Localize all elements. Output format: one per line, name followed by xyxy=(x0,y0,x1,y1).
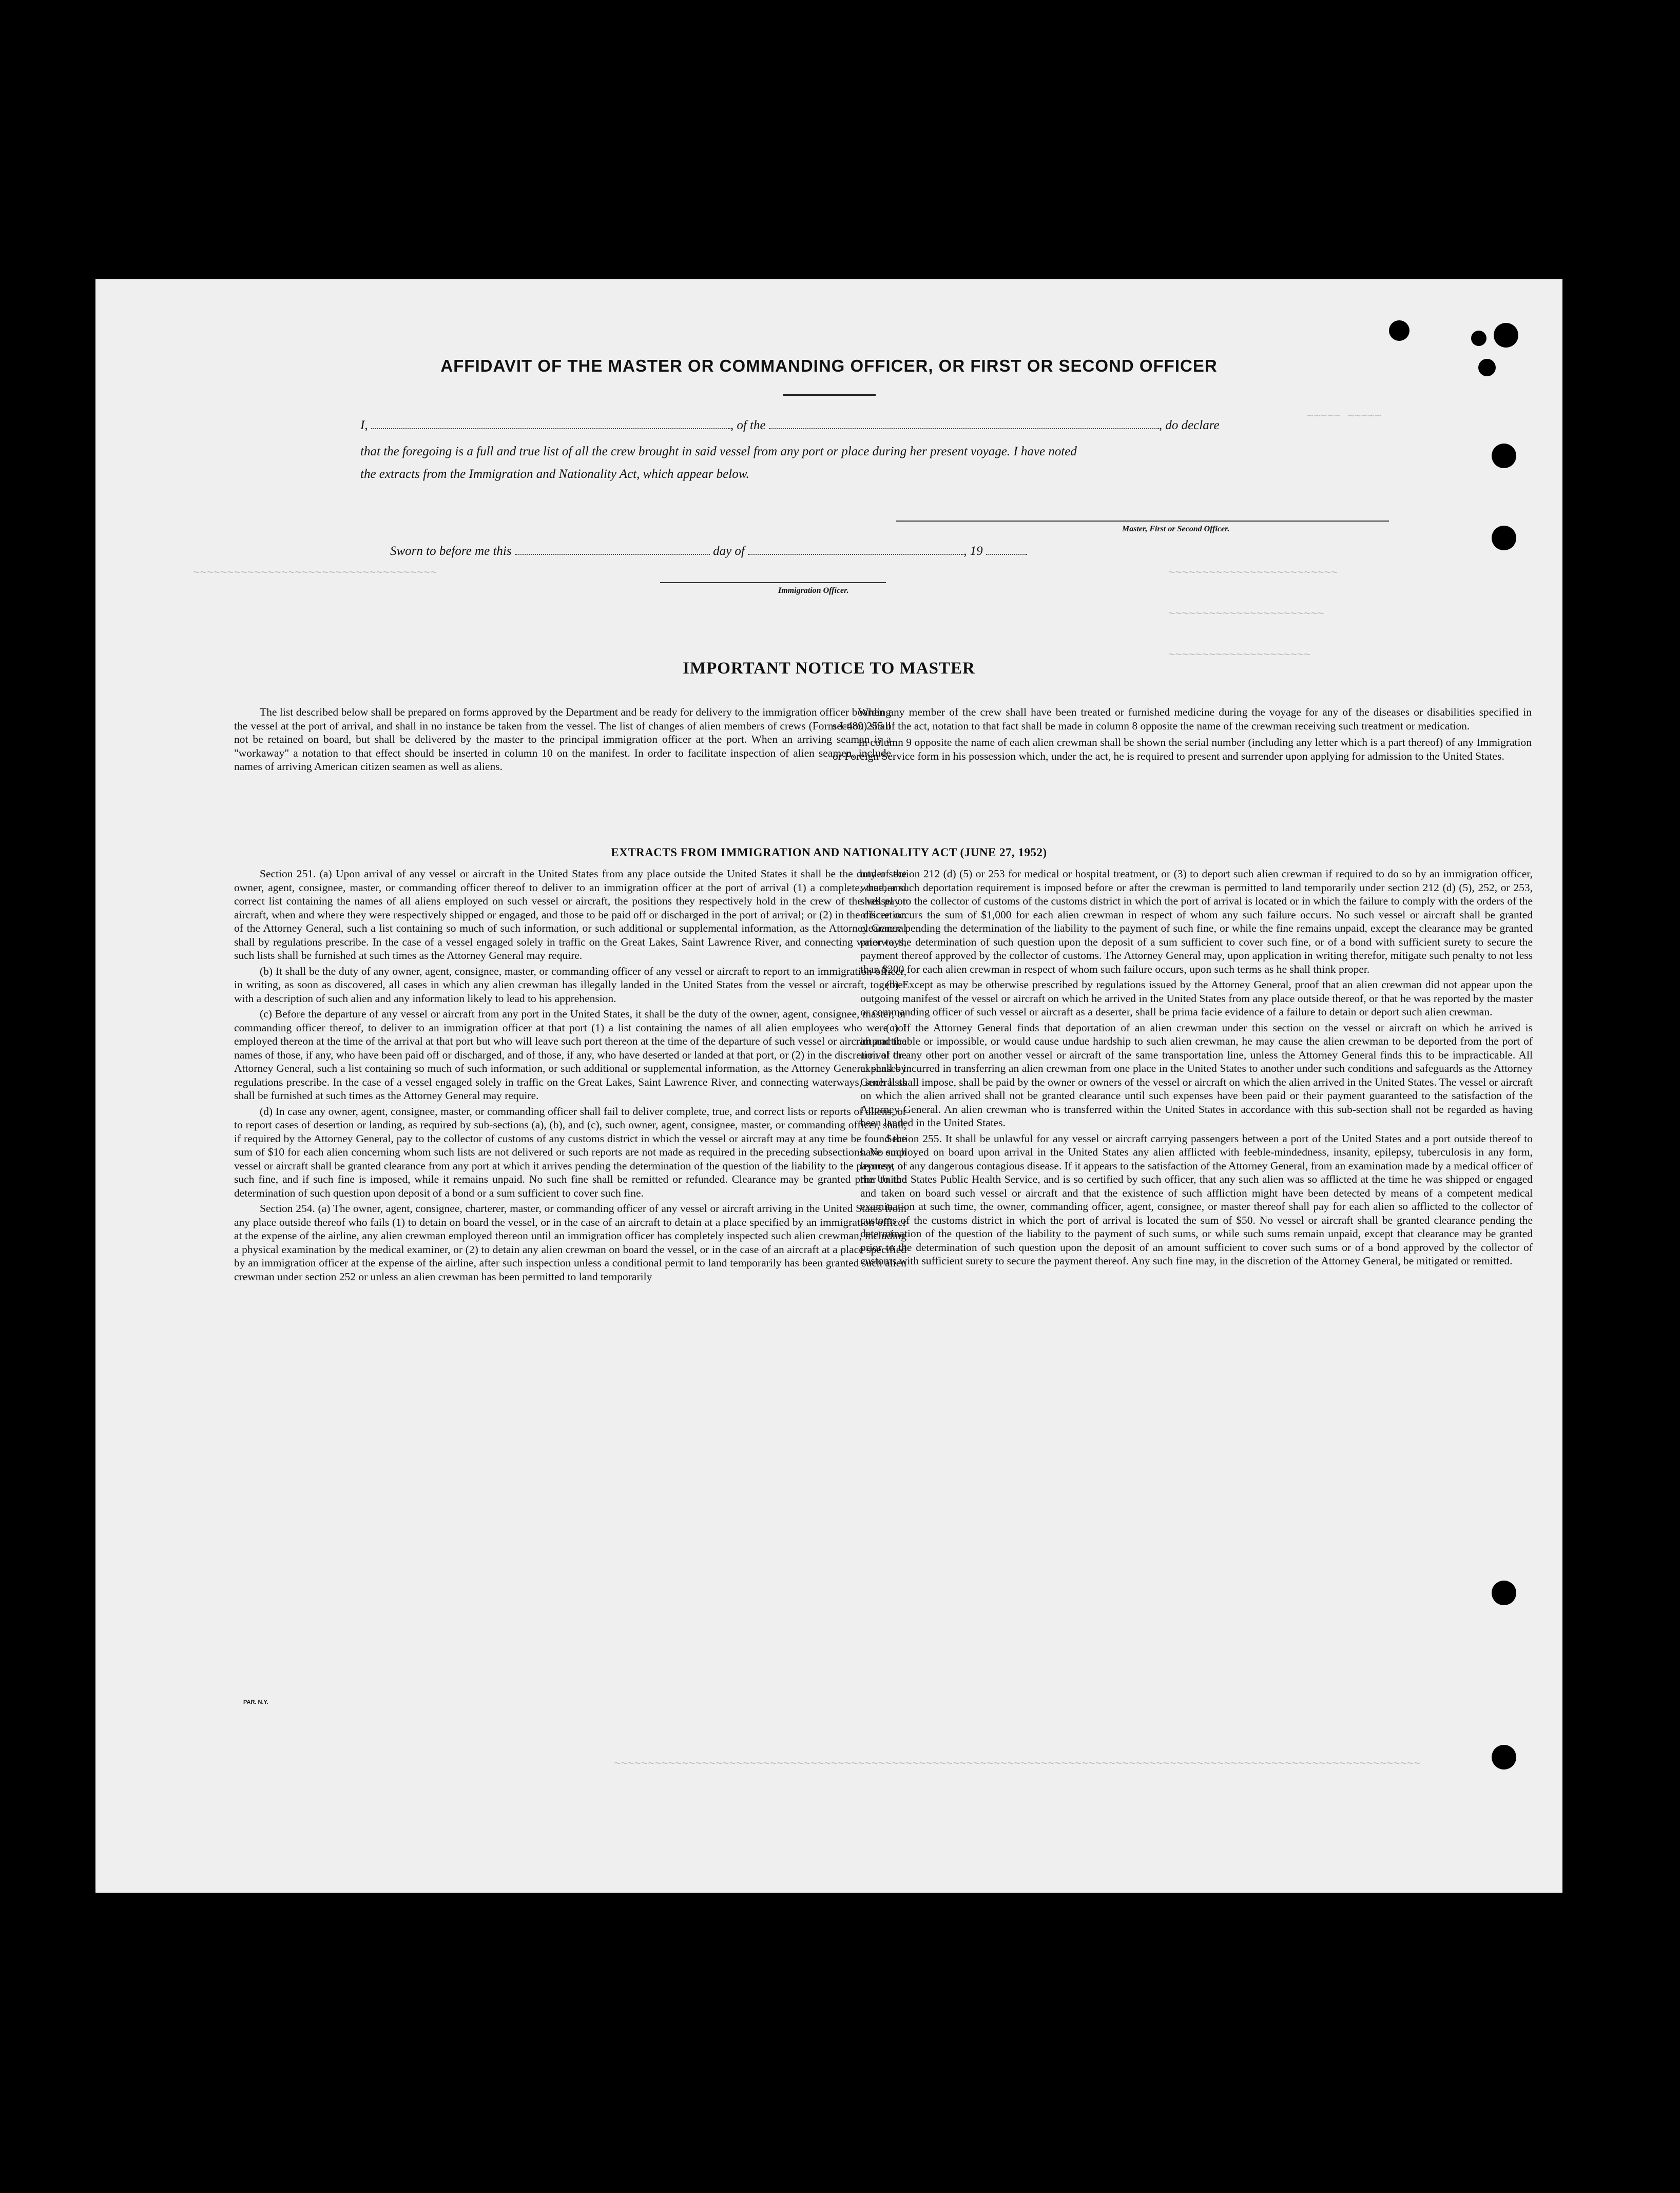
master-signature-label: Master, First or Second Officer. xyxy=(1122,525,1230,533)
extracts-right-column xyxy=(860,867,1533,1269)
bleed-through-text: ~~~~~~~~~~~~~~~~~~~~~~~~~~~~~~~~~~~~~~~~~~~~~~~~~~~~~~~~~~~~~~~~~~~~~~~~~~~~~~~~~~~~~~~~~~~~~~~~~~~~~~~~~~~~~~~~~~~~~~~ xyxy=(614,1758,1421,1771)
extract-section-251d: (d) In case any owner, agent, consignee, master, or commanding officer shall fail to deliver complete, true, and correct lists or reports of aliens, or to report cases of desertion or landing, as required by sub-sections (a), (b), and (c), such owner, agent, consignee, master, or commanding officer, shall, if required by the Attorney General, pay to the collector of customs of any customs district in which the vessel or aircraft may at any time be found the sum of $10 for each alien concerning whom such lists are not delivered or such reports are not made as required in the preceding subsections. No such vessel or aircraft shall be granted clearance from any port at which it arrives pending the determination of the question of the liability to the payment of such fine, and if such fine is imposed, while it remains unpaid. No such fine shall be remitted or refunded. Clearance may be granted prior to the determination of such question upon deposit of a bond or a sum sufficient to cover such fine. xyxy=(234,1105,906,1199)
bleed-through-text: ~~~~~ ~~~~~ xyxy=(1307,410,1382,423)
declaration-of-the-label: , of the xyxy=(730,418,766,432)
extract-section-254a: Section 254. (a) The owner, agent, consignee, charterer, master, or commanding officer of any vessel or aircraft arriving in the United States from any place outside thereof who fails (1) to detain on board the vessel, or in the case of an aircraft to detain at a place specified by an immigration officer at the expense of the airline, any alien crewman employed thereon until an immigration officer has completely inspected such alien crewman, including a physical examination by the medical examiner, or (2) to detain any alien crewman on board the vessel, or in the case of an aircraft at a place specified by an immigration officer at the expense of the airline, after such inspection unless a conditional permit to land temporarily has been granted such alien crewman under section 252 or unless an alien crewman has been permitted to land temporarily xyxy=(234,1202,906,1283)
punch-hole xyxy=(1492,1581,1516,1605)
sworn-year-label: , 19 xyxy=(963,544,983,558)
extracts-title: EXTRACTS FROM IMMIGRATION AND NATIONALITY ACT (JUNE 27, 1952) xyxy=(611,846,1047,859)
notice-left-column xyxy=(234,705,891,775)
extract-section-251a: Section 251. (a) Upon arrival of any vessel or aircraft in the United States from any place outside the United States it shall be the duty of the owner, agent, consignee, master, or commanding officer thereof to deliver to an immigration officer at the port of arrival (1) a complete, true, and correct list containing the names of all aliens employed on such vessel or aircraft, the positions they respectively hold in the crew of the vessel or aircraft, when and where they were respectively shipped or engaged, and those to be paid off or discharged in the port of arrival; or (2) in the discretion of the Attorney General, such a list containing so much of such information, or such additional or supplemental information, as the Attorney General shall by regulations prescribe. In the case of a vessel engaged solely in traffic on the Great Lakes, Saint Lawrence River, and connecting waterways, such lists shall be furnished at such times as the Attorney General may require. xyxy=(234,868,906,961)
bleed-through-text: ~~~~~~~~~~~~~~~~~~~~~~~ xyxy=(1168,608,1324,621)
bleed-through-text: ~~~~~~~~~~~~~~~~~~~~~~~~~ xyxy=(1168,567,1338,580)
extract-section-254b: (b) Except as may be otherwise prescribed by regulations issued by the Attorney General, proof that an alien crewman did not appear upon the outgoing manifest of the vessel or aircraft on which he arrived in the United States from any place outside thereof, or that he was reported by the master or commanding officer of such vessel or aircraft as a deserter, shall be prima facie evidence of a failure to detain or deport such alien crewman. xyxy=(860,978,1533,1018)
notice-right-paragraph-2: In column 9 opposite the name of each alien crewman shall be shown the serial number (including any letter which is a part thereof) of any Immigration or Foreign Service form in his possession which, under the act, he is required to present and surrender upon applying for admission to the United States. xyxy=(833,736,1532,762)
declaration-line-3: the extracts from the Immigration and Nationality Act, which appear below. xyxy=(360,467,749,481)
punch-hole xyxy=(1494,323,1518,348)
punch-hole xyxy=(1492,1745,1516,1769)
officer-name-field[interactable] xyxy=(371,417,730,429)
sworn-day-field[interactable] xyxy=(515,543,710,555)
punch-hole xyxy=(1492,526,1516,550)
extract-section-251b: (b) It shall be the duty of any owner, agent, consignee, master, or commanding officer of any vessel or aircraft to report to an immigration officer, in writing, as soon as discovered, all cases in which any alien crewman has illegally landed in the United States from the vessel or aircraft, together with a description of such alien and any information likely to lead to his apprehension. xyxy=(234,965,906,1005)
printer-mark: PAR. N.Y. xyxy=(243,1699,268,1705)
extract-section-254c: (c) If the Attorney General finds that deportation of an alien crewman under this section on the vessel or aircraft on which he arrived is impracticable or impossible, or would cause undue hardship to such alien crewman, he may cause the alien crewman to be deported from the port of arrival or any other port on another vessel or aircraft of the same transportation line, unless the Attorney General finds this to be impracticable. All expenses incurred in transferring an alien crewman from one place in the United States to another under such conditions and safeguards as the Attorney General shall impose, shall be paid by the owner or owners of the vessel or aircraft on which the alien arrived in the United States. The vessel or aircraft on which the alien arrived shall not be granted clearance until such expenses have been paid or their payment guaranteed to the satisfaction of the Attorney General. An alien crewman who is transferred within the United States in accordance with this sub-section shall not be regarded as having been landed in the United States. xyxy=(860,1021,1533,1129)
declaration-line-2: that the foregoing is a full and true list of all the crew brought in said vessel from any port or place during her present voyage. I have noted xyxy=(360,445,1077,458)
notice-right-paragraph-1: When any member of the crew shall have been treated or furnished medicine during the voyage for any of the diseases or disabilities specified in section 255 of the act, notation to that fact shall be made in column 8 opposite the name of the crewman receiving such treatment or medication. xyxy=(833,706,1532,732)
notice-left-paragraph: The list described below shall be prepared on forms approved by the Department and be ready for delivery to the immigration officer boarding the vessel at the port of arrival, and shall in no instance be taken from the vessel. The list of changes of alien members of crews (Form I-489) shall not be retained on board, but shall be delivered by the master to the principal immigration officer at the port. When an arriving seaman is a "workaway" a notation to that effect should be inserted in column 10 on the manifest. In order to facilitate inspection of alien seamen, include names of arriving American citizen seamen as well as aliens. xyxy=(234,706,891,773)
title-divider xyxy=(783,394,876,396)
immigration-officer-label: Immigration Officer. xyxy=(778,586,849,595)
extract-section-251c: (c) Before the departure of any vessel or aircraft from any port in the United States, it shall be the duty of the owner, agent, consignee, master, or commanding officer thereof, to deliver to an immigration officer at that port (1) a list containing the names of all alien employees who were not employed thereon at the time of the arrival at that port but who will leave such port thereon at the time of the departure of such vessel or aircraft and the names of those, if any, who have been paid off or discharged, and of those, if any, who have deserted or landed at that port, or (2) in the discretion of the Attorney General, such a list containing so much of such information, or such additional or supplemental information, as the Attorney General shall by regulations prescribe. In the case of a vessel engaged solely in traffic on the Great Lakes, Saint Lawrence River, and connecting waterways, such lists shall be furnished at such times as the Attorney General may require. xyxy=(234,1008,906,1102)
extract-section-255: Section 255. It shall be unlawful for any vessel or aircraft carrying passengers between a port of the United States and a port outside thereof to have employed on board upon arrival in the United States any alien afflicted with feeble-mindedness, insanity, epilepsy, tuberculosis in any form, leprosy, or any dangerous contagious disease. If it appears to the satisfaction of the Attorney General, from an examination made by a medical officer of the United States Public Health Service, and is so certified by such officer, that any such alien was so afflicted at the time he was shipped or engaged and taken on board such vessel or aircraft and that the existence of such affliction might have been detected by means of a competent medical examination at such time, the owner, commanding officer, agent, consignee, or master thereof shall pay for each alien so afflicted to the collector of customs of the customs district in which the port of arrival is located the sum of $50. No vessel or aircraft shall be granted clearance pending the determination of the question of the liability to the payment of such sums, or while such sums remain unpaid, except that clearance may be granted prior to the determination of such question upon the deposit of an amount sufficient to cover such sums or of a bond approved by the collector of customs with sufficient surety to secure the payment thereof. Any such fine may, in the discretion of the Attorney General, be mitigated or remitted. xyxy=(860,1132,1533,1267)
vessel-name-field[interactable] xyxy=(769,417,1159,429)
document-sheet xyxy=(95,279,1562,1893)
sworn-prefix-label: Sworn to before me this xyxy=(390,544,512,558)
notice-right-column xyxy=(833,705,1532,764)
declaration-i-label: I, xyxy=(360,418,368,432)
sworn-month-field[interactable] xyxy=(748,543,963,555)
punch-hole xyxy=(1492,444,1516,468)
declaration-line-1 xyxy=(360,415,1387,436)
sworn-day-of-label: day of xyxy=(713,544,745,558)
master-signature-line[interactable] xyxy=(896,521,1389,522)
immigration-officer-signature-line[interactable] xyxy=(660,582,886,583)
extract-section-254a-continued: under section 212 (d) (5) or 253 for medical or hospital treatment, or (3) to deport such alien crewman if required to do so by an immigration officer, whether such deportation requirement is imposed before or after the crewman is permitted to land temporarily under section 212 (d) (5), 252, or 253, shall pay to the collector of customs of the customs district in which the port of arrival is located or in which the failure to comply with the orders of the officer occurs the sum of $1,000 for each alien crewman in respect of whom any such failure occurs. No such vessel or aircraft shall be granted clearance pending the determination of the liability to the payment of such fine, or while the fine remains unpaid, except the clearance may be granted prior to the determination of such question upon the deposit of a sum sufficient to cover such fine, or of a bond with sufficient surety to secure the payment thereof approved by the collector of customs. The Attorney General may, upon application in writing therefor, mitigate such penalty to not less than $200 for each alien crewman in respect of whom such failure occurs, upon such terms as he shall think proper. xyxy=(860,868,1533,975)
extracts-left-column xyxy=(234,867,906,1284)
bleed-through-text: ~~~~~~~~~~~~~~~~~~~~~ xyxy=(1168,649,1311,662)
sworn-year-field[interactable] xyxy=(986,543,1027,555)
notice-title: IMPORTANT NOTICE TO MASTER xyxy=(683,659,975,678)
affidavit-title: AFFIDAVIT OF THE MASTER OR COMMANDING OFFICER, OR FIRST OR SECOND OFFICER xyxy=(440,356,1218,375)
punch-hole xyxy=(1471,331,1486,346)
punch-hole xyxy=(1389,320,1409,341)
bleed-through-text: ~~~~~~~~~~~~~~~~~~~~~~~~~~~~~~~~~~~~ xyxy=(193,567,437,580)
sworn-line xyxy=(390,541,1417,562)
declaration-do-declare-label: , do declare xyxy=(1158,418,1220,432)
